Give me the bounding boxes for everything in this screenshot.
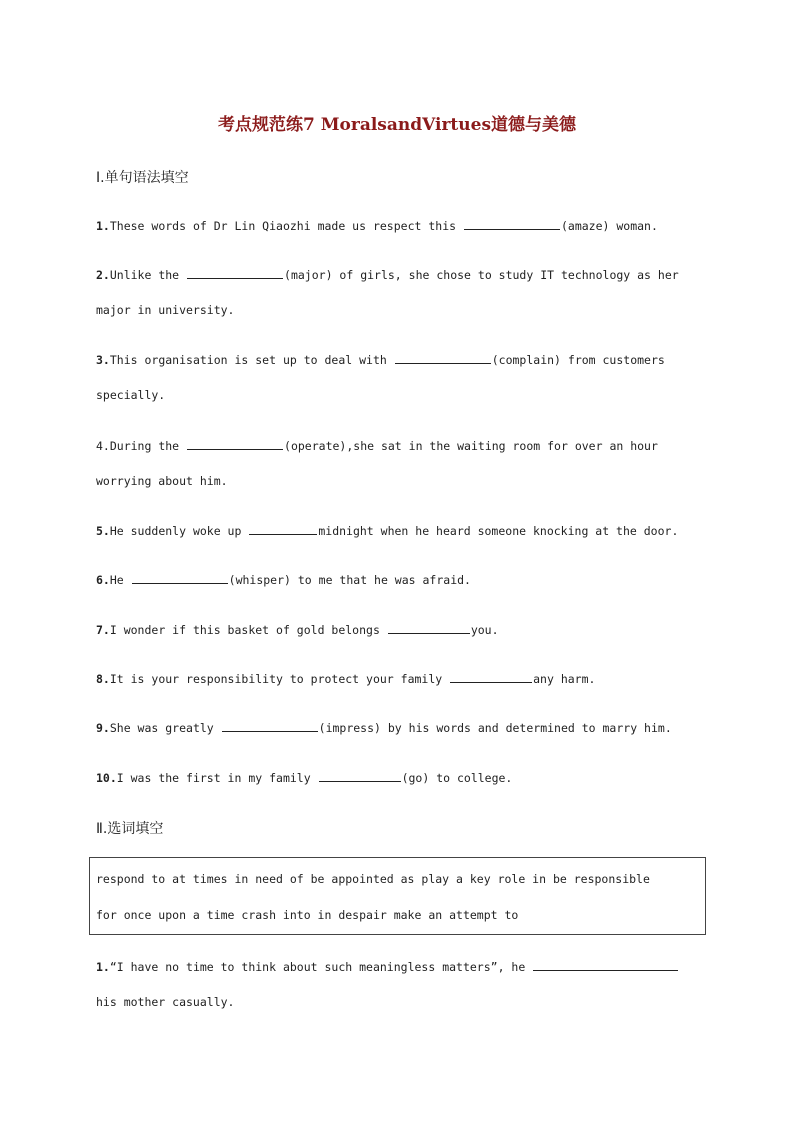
question-10 bbox=[96, 770, 512, 785]
question-text: This organisation is set up to deal with bbox=[109, 353, 394, 367]
answer-blank[interactable] bbox=[450, 671, 532, 683]
word-choice-question-1-continued: his mother casually. bbox=[96, 995, 235, 1009]
answer-blank[interactable] bbox=[222, 720, 318, 732]
answer-blank[interactable] bbox=[187, 267, 283, 279]
section-heading-grammar: Ⅰ.单句语法填空 bbox=[96, 170, 189, 186]
question-text: any harm. bbox=[533, 672, 596, 686]
question-number: 1. bbox=[96, 219, 110, 233]
question-3 bbox=[96, 352, 665, 367]
question-text: you. bbox=[470, 623, 499, 637]
question-number: 9. bbox=[96, 721, 110, 735]
question-text: During the bbox=[109, 439, 187, 453]
question-number: 5. bbox=[96, 524, 110, 538]
word-bank-line: for once upon a time crash into in despair make an attempt to bbox=[96, 908, 519, 922]
page-title: 考点规范练7 MoralsandVirtues道德与美德 bbox=[217, 115, 577, 135]
question-text: (amaze) woman. bbox=[560, 219, 658, 233]
answer-blank[interactable] bbox=[388, 622, 470, 634]
answer-blank[interactable] bbox=[533, 959, 678, 971]
answer-blank[interactable] bbox=[249, 523, 317, 535]
question-text: (impress) by his words and determined to marry him. bbox=[318, 721, 672, 735]
answer-blank[interactable] bbox=[187, 438, 283, 450]
question-number: 7. bbox=[96, 623, 110, 637]
question-9 bbox=[96, 720, 672, 735]
question-text: midnight when he heard someone knocking at the door. bbox=[318, 524, 679, 538]
question-text: (complain) from customers bbox=[491, 353, 665, 367]
question-text: It is your responsibility to protect your family bbox=[109, 672, 450, 686]
word-choice-question-1 bbox=[96, 959, 679, 974]
question-5 bbox=[96, 523, 678, 538]
question-2-continued: major in university. bbox=[96, 303, 235, 317]
question-1 bbox=[96, 218, 658, 233]
question-7 bbox=[96, 622, 499, 637]
word-bank-box bbox=[89, 857, 706, 935]
question-number: 3. bbox=[96, 353, 110, 367]
question-4 bbox=[96, 438, 658, 453]
question-text: He bbox=[109, 573, 131, 587]
question-text: (major) of girls, she chose to study IT technology as her bbox=[284, 268, 679, 282]
word-bank-line: respond to at times in need of be appointed as play a key role in be responsible bbox=[96, 872, 650, 886]
answer-blank[interactable] bbox=[319, 770, 401, 782]
question-number: 1. bbox=[96, 960, 110, 974]
question-number: 6. bbox=[96, 573, 110, 587]
question-text: He suddenly woke up bbox=[109, 524, 249, 538]
question-number: 4. bbox=[96, 439, 110, 453]
question-text: I was the first in my family bbox=[116, 771, 318, 785]
question-text: (whisper) to me that he was afraid. bbox=[228, 573, 471, 587]
question-text: She was greatly bbox=[109, 721, 221, 735]
question-text: I wonder if this basket of gold belongs bbox=[109, 623, 387, 637]
section-heading-word-choice: Ⅱ.选词填空 bbox=[96, 821, 164, 837]
answer-blank[interactable] bbox=[395, 352, 491, 364]
question-8 bbox=[96, 671, 595, 686]
question-text: Unlike the bbox=[109, 268, 187, 282]
question-4-continued: worrying about him. bbox=[96, 474, 228, 488]
question-number: 10. bbox=[96, 771, 117, 785]
question-text: These words of Dr Lin Qiaozhi made us respect this bbox=[109, 219, 463, 233]
question-3-continued: specially. bbox=[96, 388, 166, 402]
answer-blank[interactable] bbox=[464, 218, 560, 230]
answer-blank[interactable] bbox=[132, 572, 228, 584]
question-6 bbox=[96, 572, 471, 587]
question-text: (operate),she sat in the waiting room for over an hour bbox=[284, 439, 658, 453]
question-text: “I have no time to think about such meaningless matters”, he bbox=[109, 960, 533, 974]
question-number: 2. bbox=[96, 268, 110, 282]
question-number: 8. bbox=[96, 672, 110, 686]
question-2 bbox=[96, 267, 679, 282]
question-text: (go) to college. bbox=[401, 771, 513, 785]
